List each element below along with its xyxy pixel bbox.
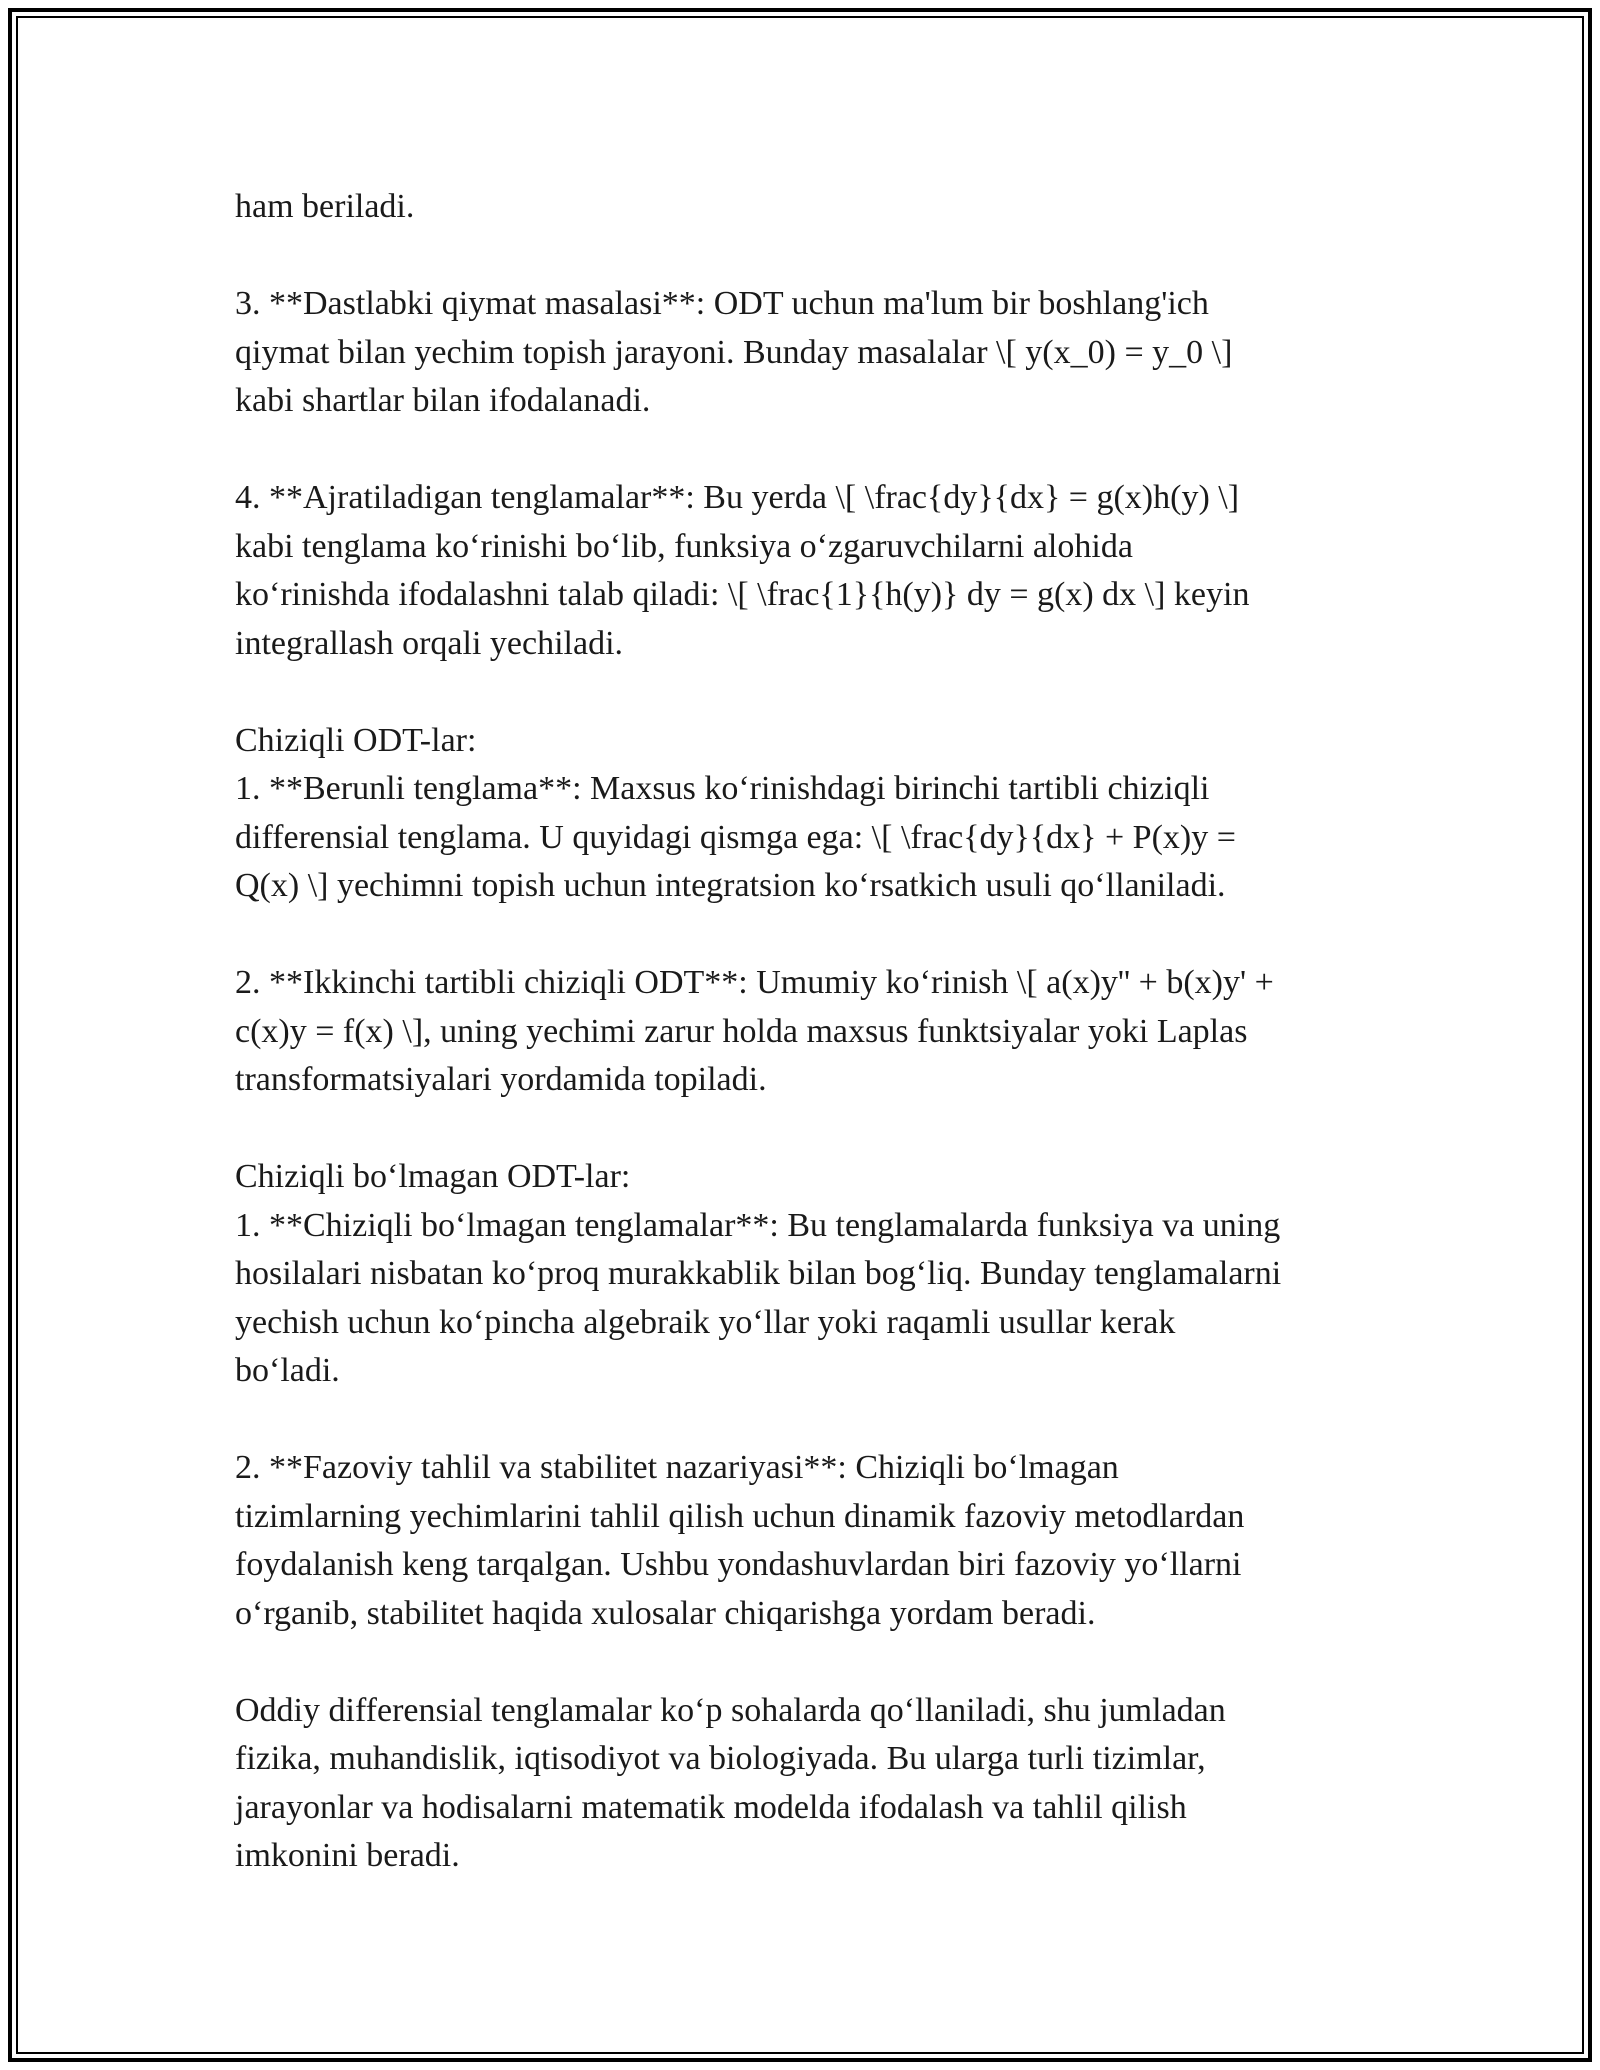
text-line: tizimlarning yechimlarini tahlil qilish uchun dinamik fazoviy metodlardan [235, 1497, 1245, 1535]
text-line: kabi tenglama koʻrinishi boʻlib, funksiya oʻzgaruvchilarni alohida [235, 527, 1133, 565]
text-line: fizika, muhandislik, iqtisodiyot va biologiyada. Bu ularga turli tizimlar, [235, 1740, 1206, 1777]
paragraph-linear-odes [235, 717, 1395, 911]
text-line: imkonini beradi. [235, 1837, 460, 1874]
paragraph-initial-value-problem [235, 280, 1395, 426]
text-line: transformatsiyalari yordamida topiladi. [235, 1061, 767, 1098]
text-line: 1. **Chiziqli boʻlmagan tenglamalar**: Bu tenglamalarda funksiya va uning [235, 1206, 1281, 1244]
text-line: hosilalari nisbatan koʻproq murakkablik bilan bogʻliq. Bunday tenglamalarni [235, 1255, 1282, 1292]
text-line: 2. **Ikkinchi tartibli chiziqli ODT**: Umumiy koʻrinish \[ a(x)y'' + b(x)y' + [235, 964, 1274, 1001]
text-line: Q(x) \] yechimni topish uchun integratsion koʻrsatkich usuli qoʻllaniladi. [235, 867, 1226, 904]
text-line: 3. **Dastlabki qiymat masalasi**: ODT uchun ma'lum bir boshlang'ich [235, 285, 1209, 322]
text-line: oʻrganib, stabilitet haqida xulosalar chiqarishga yordam beradi. [235, 1594, 1096, 1632]
text-line: qiymat bilan yechim topish jarayoni. Bunday masalalar \[ y(x_0) = y_0 \] [235, 333, 1233, 371]
text-line: 4. **Ajratiladigan tenglamalar**: Bu yerda \[ \frac{dy}{dx} = g(x)h(y) \] [235, 479, 1240, 516]
text-line: integrallash orqali yechiladi. [235, 624, 624, 662]
text-line: kabi shartlar bilan ifodalanadi. [235, 382, 651, 419]
paragraph-phase-analysis [235, 1444, 1395, 1638]
document-body [235, 183, 1395, 1929]
section-heading: Chiziqli ODT-lar: [235, 721, 477, 759]
text-line: boʻladi. [235, 1352, 340, 1389]
text-line: 1. **Berunli tenglama**: Maxsus koʻrinishdagi birinchi tartibli chiziqli [235, 770, 1210, 807]
paragraph-continuation [235, 183, 1395, 232]
paragraph-separable-equations [235, 474, 1395, 668]
text-line: koʻrinishda ifodalashni talab qiladi: \[ \frac{1}{h(y)} dy = g(x) dx \] keyin [235, 576, 1250, 613]
paragraph-applications [235, 1687, 1395, 1881]
paragraph-second-order-linear [235, 959, 1395, 1105]
text-line: jarayonlar va hodisalarni matematik modelda ifodalash va tahlil qilish [235, 1788, 1187, 1826]
text-line: differensial tenglama. U quyidagi qismga ega: \[ \frac{dy}{dx} + P(x)y = [235, 818, 1236, 856]
text-line: ham beriladi. [235, 188, 415, 225]
section-heading: Chiziqli boʻlmagan ODT-lar: [235, 1158, 631, 1195]
text-line: 2. **Fazoviy tahlil va stabilitet nazariyasi**: Chiziqli boʻlmagan [235, 1449, 1119, 1486]
text-line: Oddiy differensial tenglamalar koʻp sohalarda qoʻllaniladi, shu jumladan [235, 1691, 1226, 1729]
text-line: yechish uchun koʻpincha algebraik yoʻllar yoki raqamli usullar kerak [235, 1303, 1176, 1341]
text-line: foydalanish keng tarqalgan. Ushbu yondashuvlardan biri fazoviy yoʻllarni [235, 1546, 1242, 1583]
text-line: c(x)y = f(x) \], uning yechimi zarur holda maxsus funktsiyalar yoki Laplas [235, 1012, 1248, 1050]
paragraph-nonlinear-odes [235, 1153, 1395, 1396]
